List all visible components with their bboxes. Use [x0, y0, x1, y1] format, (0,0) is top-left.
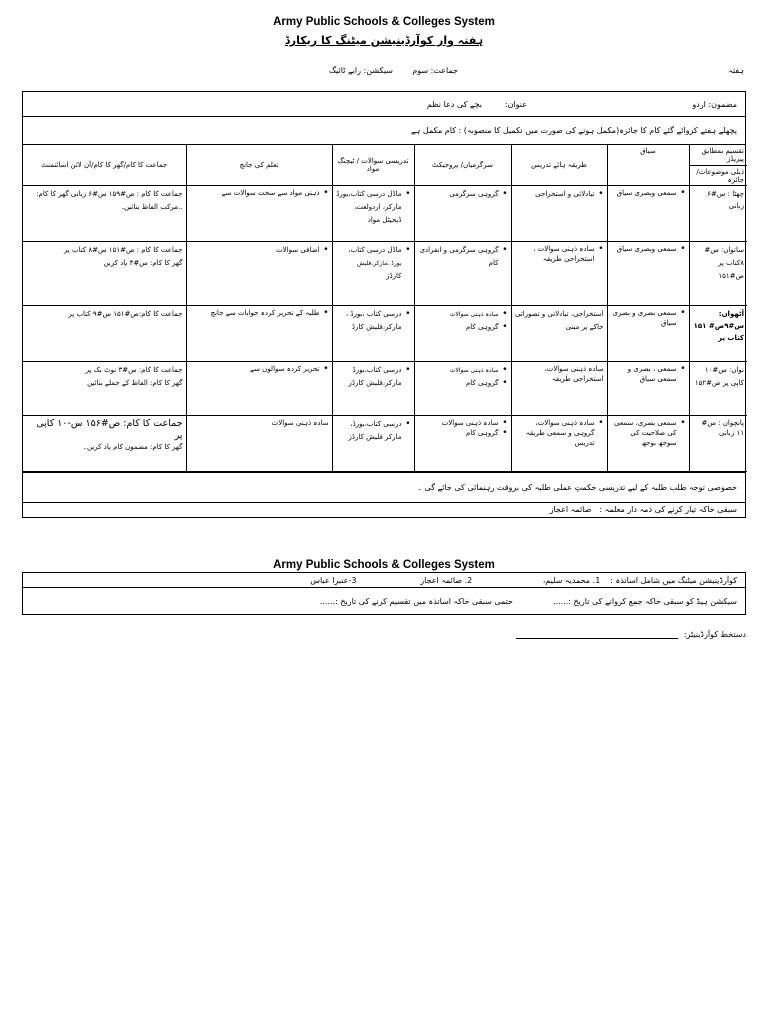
homework-text: گھر کا کام: الفاظ کے جملے بنائیں [87, 378, 183, 387]
classwork-text: جماعت کا کام: ص#۱۵۶ س-۱۰ کاپی پر [36, 417, 183, 441]
material-item: • درسی کتاب ،بورڈ ، مارکر،فلیش کارڈ [336, 308, 411, 334]
method-item: • سادہ ذہنی سوالات، گروہی و سمعی طریقہ تدریس [515, 418, 604, 448]
cell-period: ساتواں: س# ۸کتاب پر ص#۱۵۱ [689, 241, 747, 305]
material-text: کارڈز [386, 271, 402, 280]
activity-item: • سادہ ذہنی سوالات [418, 418, 508, 428]
cell-period: چھٹا : س#۶ زبانی [689, 185, 747, 241]
context-item: • سمعی ، بصری و سمعی سیاق [611, 364, 686, 384]
coordination-box [22, 572, 746, 615]
col-header-methods: طریقہ ہائے تدریس [511, 145, 607, 185]
topic-label: عنوان: [504, 99, 527, 109]
material-text: ماڈل درسی کتاب، [348, 245, 402, 254]
material-item: • درسی کتاب،بورڈ، مارکر فلیش کارڈز [336, 418, 411, 444]
cell-method [511, 185, 607, 241]
context-item: • سمعی وبصری سیاق [611, 244, 686, 254]
cell-context [607, 415, 689, 471]
last-week-text: پچھلے ہفتے کروائے گئے کام کا جائزہ(مکمل ہونے کی صورت میں تکمیل کا منصوبہ) : کام مکمل ہے [410, 126, 737, 135]
method-item: • تبادلاتی و استخراجی [515, 188, 604, 201]
table-row [23, 305, 747, 361]
table-row [23, 241, 747, 305]
activity-item: • گروہی کام [418, 428, 508, 438]
cell-activity [414, 185, 511, 241]
cell-method: استخراجی، تبادلاتی و تصوراتی خاکے پر مبنی [511, 305, 607, 361]
cell-assessment [186, 185, 332, 241]
attendee-3: 3-عنبرا عباس [310, 575, 357, 585]
cell-classwork [23, 241, 186, 305]
classwork-text: جماعت کا کام : ص#۱۵۱ س#۸ کتاب پر [63, 245, 183, 254]
activity-item: • سادہ ذہنی سوالات [418, 364, 508, 377]
cell-classwork: جماعت کا کام:ص#۱۵۱ س#۹ کتاب پر [23, 305, 186, 361]
assessment-item: • اضافی سوالات [190, 244, 329, 257]
col-header-periods-text: تقسیم بمطابق پیریڈز [701, 147, 744, 163]
section-label: سیکشن: رابے ٹائیگ [328, 66, 393, 75]
cell-context [607, 305, 689, 361]
distribution-date: حتمی سبقی خاکہ اساتذہ میں تقسیم کرنے کی تاریخ :...... [319, 596, 513, 606]
cell-classwork [23, 415, 186, 471]
cell-material [332, 361, 414, 415]
cell-method [511, 241, 607, 305]
col-header-assessment: تعلم کی جانچ [186, 145, 332, 185]
last-week-row [23, 117, 745, 145]
cell-assessment [186, 241, 332, 305]
material-item: • درسی کتاب،بورڈ مارکر،فلیش کارڈز [336, 364, 411, 390]
homework-text: گھر کا کام: س#۴ یاد کریں [103, 258, 183, 267]
classwork-text: جماعت کا کام: س#۳ نوٹ بک پر [85, 365, 183, 374]
cell-classwork: جماعت کا کام : ص#۱۵۹ س#۶ زبانی گھر کا کام: ..مرکب الفاظ بنائیں. [23, 185, 186, 241]
responsible-row [23, 503, 745, 517]
assessment-item: • ذہنی مواد سے سخت سوالات سے [190, 188, 329, 198]
attendees-row [23, 573, 745, 588]
context-item: • سمعی بصری و بصری سیاق [611, 308, 686, 328]
cell-assessment: سادہ ذہنی سوالات [186, 415, 332, 471]
material-item: • ماڈل درسی کتاب،بورڈ مارکر، اردولغت، ڈیجیٹل مواد [336, 188, 411, 227]
cell-method: سادہ ذہنی سوالات، استخراجی طریقہ [511, 361, 607, 415]
col-header-periods [689, 145, 747, 185]
signature-label: دستخط کوآرڈینیٹر: [683, 630, 746, 639]
subject-row [23, 92, 745, 117]
responsible-label: سبقی خاکہ تیار کرنے کی ذمہ دار معلمہ : [599, 505, 737, 514]
page-title: Army Public Schools & Colleges System [273, 16, 495, 28]
responsible-name: صائمہ اعجاز [549, 505, 592, 514]
topic-value: بچے کی دعا نظم [426, 99, 482, 109]
table-header-row [23, 145, 747, 185]
cell-material [332, 415, 414, 471]
lesson-plan-table [23, 145, 747, 472]
subject-text: مضمون: اردو [692, 99, 737, 109]
col-header-classwork: جماعت کا کام/گھر کا کام/آن لائن اسائنمنٹ [23, 145, 186, 185]
col-header-subtopics: ذیلی موضوعات/ جائزہ [690, 165, 748, 184]
cell-assessment [186, 305, 332, 361]
dates-row [23, 588, 745, 614]
activity-item: • سادہ ذہنی سوالات [418, 308, 508, 321]
page-subtitle: ہفتہ وار کوآرڈینیشن میٹنگ کا ریکارڈ [284, 34, 484, 47]
attendee-1: 1. محمدیہ سلیم، [542, 575, 601, 585]
attendee-2: 2. صائمہ اعجاز [420, 575, 473, 585]
col-header-context: سیاق [607, 145, 689, 185]
cell-period: نواں: س#۱۰ کاپی پر ص#۱۵۲ [689, 361, 747, 415]
assessment-item: • تحریر کردہ سوالوں سے [190, 364, 329, 374]
attendees-label: کوآرڈینیشن میٹنگ میں شامل اساتذہ : [610, 575, 737, 585]
special-note: خصوصی توجہ طلب طلبہ کے لیے تدریسی حکمتِ عملی طلبہ کی بروقت رہنمائی کی جائے گی ۔ [417, 482, 737, 492]
cell-activity [414, 361, 511, 415]
cell-activity [414, 241, 511, 305]
table-row [23, 185, 747, 241]
cell-period: پانچواں : س# ۱۱ زبانی [689, 415, 747, 471]
cell-context [607, 361, 689, 415]
cell-activity [414, 305, 511, 361]
week-label: ہفتہ [728, 66, 744, 75]
activity-item: • گروہی سرگرمی [418, 188, 508, 201]
submission-date: سیکشن ہیڈ کو سبقی خاکہ جمع کروانے کی تاریخ :...... [553, 596, 737, 606]
assessment-item: • طلبہ کے تحریر کردہ جوابات سے جانچ [190, 308, 329, 318]
activity-item: • گروہی کام [418, 321, 508, 334]
context-item: • سمعی وبصری سیاق [611, 188, 686, 198]
cell-period: آٹھواں: س#۹ص# ۱۵۱ کتاب پر [689, 305, 747, 361]
cell-classwork [23, 361, 186, 415]
col-header-materials: تدریسی سوالات / ٹیچنگ مواد [332, 145, 414, 185]
cell-context [607, 241, 689, 305]
col-header-activities: سرگرمیاں/ پروجیکٹ [414, 145, 511, 185]
signature-line[interactable] [516, 631, 678, 639]
cell-material [332, 185, 414, 241]
homework-text: گھر کا کام: مضمون کام یاد کریں۔ [82, 442, 183, 451]
cell-material [332, 305, 414, 361]
method-item: • سادہ ذہنی سوالات ، استخراجی طریقہ [515, 244, 604, 264]
signature-block [516, 630, 746, 639]
table-row [23, 415, 747, 471]
table-row [23, 361, 747, 415]
material-text: بورڈ ،مارکر،فلیش [356, 259, 402, 267]
cell-assessment [186, 361, 332, 415]
context-item: • سمعی بصری، سمعی کی صلاحیت کی سوجھ بوجھ [611, 418, 686, 448]
material-item [336, 244, 411, 283]
footer-title: Army Public Schools & Colleges System [273, 559, 495, 571]
cell-activity [414, 415, 511, 471]
activity-item: • گروہی سرگرمی و انفرادی کام [418, 244, 508, 270]
special-note-row [23, 472, 745, 503]
cell-context [607, 185, 689, 241]
activity-item: • گروہی کام [418, 377, 508, 390]
cell-method [511, 415, 607, 471]
lesson-plan-box [22, 91, 746, 518]
cell-material [332, 241, 414, 305]
class-label: جماعت: سوم [412, 66, 458, 75]
